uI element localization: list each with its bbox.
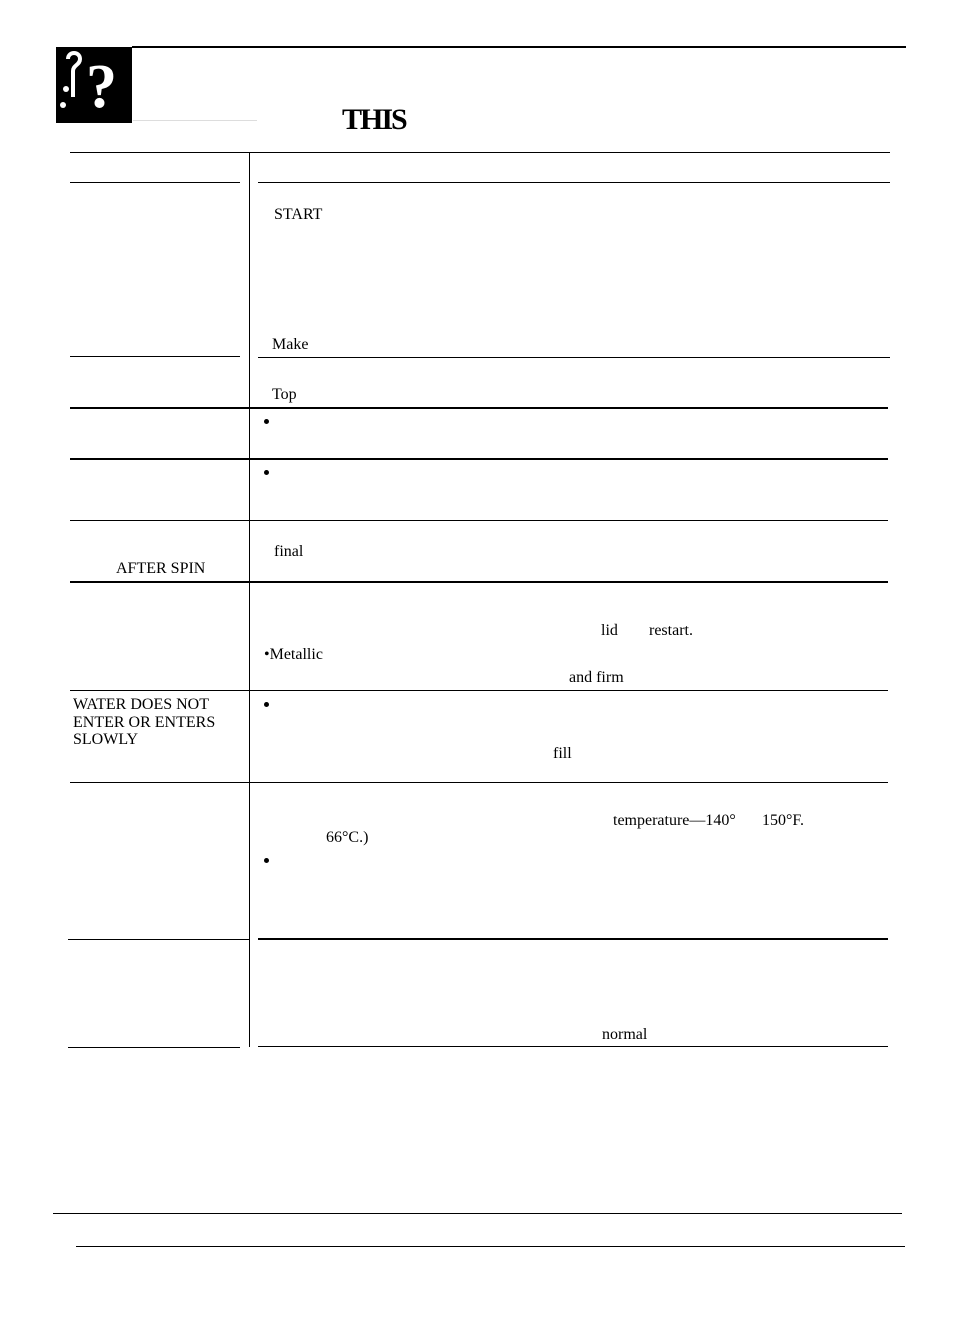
problem-water-line-3: SLOWLY — [73, 731, 139, 748]
row-rule — [258, 1046, 888, 1047]
cause-text-metallic: •Metallic — [264, 646, 323, 663]
row-rule — [68, 1047, 240, 1048]
table-rule-header-left — [70, 182, 240, 183]
question-mark-icon — [56, 47, 132, 123]
row-rule — [258, 938, 888, 940]
footer-rule-top — [53, 1213, 902, 1214]
footer-rule-bottom — [76, 1246, 905, 1247]
header-rule-top — [132, 46, 906, 48]
cause-text-final: final — [274, 543, 304, 560]
cause-text-fill: fill — [553, 745, 572, 762]
row-rule — [258, 357, 890, 358]
problem-water-line-1: WATER DOES NOT — [73, 696, 209, 713]
cause-text-and-firm: and firm — [569, 669, 624, 686]
bullet — [264, 858, 269, 863]
cause-text-temperature: temperature—140° — [613, 812, 736, 829]
bullet — [264, 470, 269, 475]
bullet — [264, 419, 269, 424]
row-rule — [70, 690, 888, 691]
cause-text-lid: lid — [601, 622, 618, 639]
cause-text-restart: restart. — [649, 622, 693, 639]
page-title: THIS — [342, 103, 406, 136]
header-rule-bottom — [133, 120, 257, 121]
cause-text-top: Top — [272, 386, 297, 403]
row-rule — [70, 782, 888, 783]
row-rule — [70, 581, 888, 583]
row-rule — [68, 939, 249, 940]
column-divider — [249, 152, 250, 1047]
row-rule — [70, 356, 240, 357]
bullet — [264, 702, 269, 707]
cause-text-start: START — [274, 206, 323, 223]
cause-text-66c: 66°C.) — [326, 829, 369, 846]
cause-text-150f: 150°F. — [762, 812, 805, 829]
table-rule-top — [70, 152, 890, 153]
problem-after-spin: AFTER SPIN — [116, 560, 206, 577]
row-rule — [70, 407, 888, 409]
table-rule-header-right — [258, 182, 890, 183]
row-rule — [70, 458, 888, 460]
row-rule — [70, 520, 888, 521]
svg-text:?: ? — [86, 53, 117, 121]
problem-water-line-2: ENTER OR ENTERS — [73, 714, 216, 731]
cause-text-normal: normal — [602, 1026, 648, 1043]
cause-text-make: Make — [272, 336, 309, 353]
